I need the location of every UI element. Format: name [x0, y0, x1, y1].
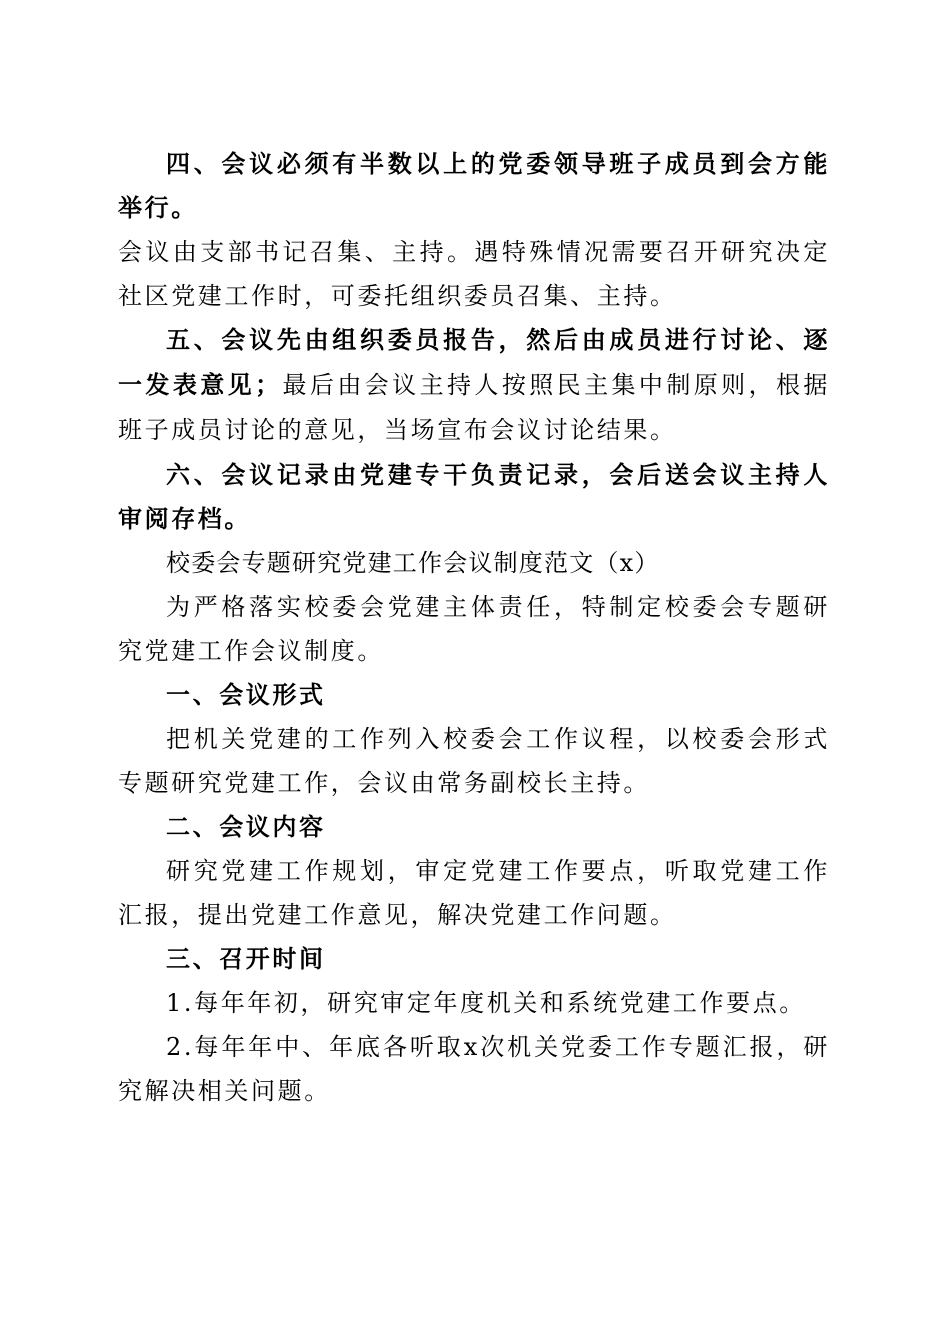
time-item-1: 1.每年年初，研究审定年度机关和系统党建工作要点。 — [166, 989, 806, 1017]
sample-title: 校委会专题研究党建工作会议制度范文（x） — [166, 549, 660, 577]
section-heading-form: 一、会议形式 — [166, 681, 326, 709]
clause-five-heading: 五、会议先由组织委员报告，然后由成员进行讨论、逐一发表意见； — [118, 326, 830, 399]
clause-five-detail: 最后由会议主持人按照民主集中制原则，根据班子成员讨论的意见，当场宣布会议讨论结果。 — [118, 371, 830, 444]
intro-paragraph: 为严格落实校委会党建主体责任，特制定校委会专题研究党建工作会议制度。 — [118, 593, 830, 665]
clause-five — [118, 318, 830, 453]
section-form-body: 把机关党建的工作列入校委会工作议程，以校委会形式专题研究党建工作，会议由常务副校长主持。 — [118, 725, 830, 797]
document-page — [118, 142, 830, 1113]
section-heading-content: 二、会议内容 — [166, 813, 326, 841]
section-content-body: 研究党建工作规划，审定党建工作要点，听取党建工作汇报，提出党建工作意见，解决党建工作问题。 — [118, 857, 830, 929]
time-item-2: 2.每年年中、年底各听取x次机关党委工作专题汇报，研究解决相关问题。 — [118, 1033, 830, 1105]
section-heading-time: 三、召开时间 — [166, 945, 326, 973]
clause-four: 四、会议必须有半数以上的党委领导班子成员到会方能举行。 — [118, 150, 830, 222]
clause-four-detail: 会议由支部书记召集、主持。遇特殊情况需要召开研究决定社区党建工作时，可委托组织委员召集、主持。 — [118, 238, 830, 310]
clause-six: 六、会议记录由党建专干负责记录，会后送会议主持人审阅存档。 — [118, 461, 830, 533]
